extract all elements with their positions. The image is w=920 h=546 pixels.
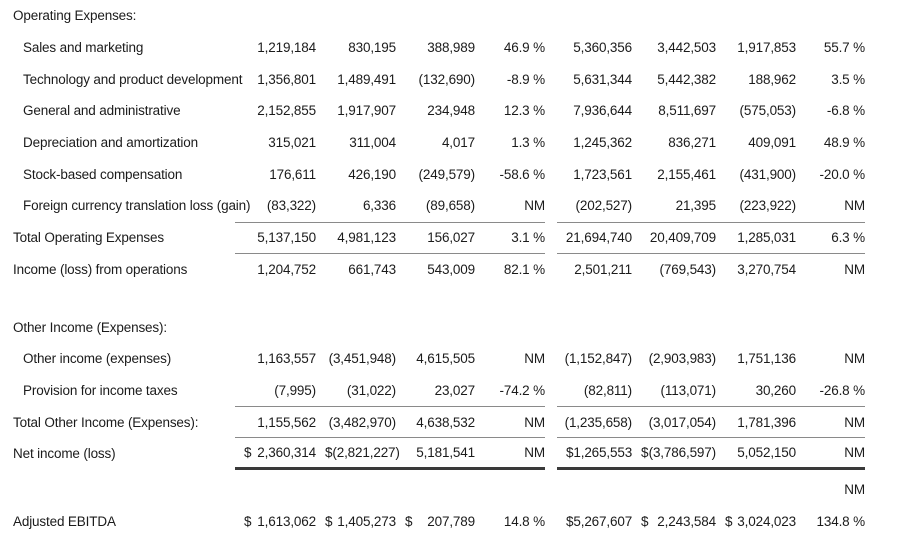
row-income-loss-from-operations	[13, 254, 920, 286]
percent-cell: NM	[844, 414, 865, 430]
row-label: Other income (expenses)	[23, 351, 172, 367]
amount-cell: 5,360,356	[573, 40, 632, 56]
row-depreciation-and-amortization	[13, 127, 920, 159]
amount-cell: (89,658)	[425, 198, 475, 214]
amount-cell: 23,027	[434, 382, 475, 398]
amount-cell: 388,989	[427, 40, 475, 56]
amount-cell: 188,962	[748, 71, 796, 87]
amount-cell: 4,638,532	[416, 414, 475, 430]
percent-cell: NM	[844, 261, 865, 277]
amount-value: (3,786,597)	[648, 444, 716, 460]
amount-cell: 5,181,541	[416, 444, 475, 460]
row-label: Foreign currency translation loss (gain)	[23, 198, 251, 214]
amount-cell: 1,163,557	[257, 351, 316, 367]
amount-cell: 1,723,561	[573, 166, 632, 182]
percent-cell: NM	[524, 414, 545, 430]
amount-cell: (431,900)	[739, 166, 796, 182]
percent-cell: 3.1 %	[511, 230, 545, 246]
percent-cell: NM	[524, 198, 545, 214]
dollar-sign: $	[725, 513, 733, 529]
dollar-sign: $	[244, 444, 252, 460]
percent-cell: 3.5 %	[831, 71, 865, 87]
row-technology-and-product-development	[13, 63, 920, 95]
column-group-left	[235, 32, 545, 64]
dollar-sign: $	[566, 513, 574, 529]
row-label: Net income (loss)	[13, 446, 116, 462]
amount-cell: 156,027	[427, 230, 475, 246]
percent-cell: 14.8 %	[503, 513, 545, 529]
percent-cell: -26.8 %	[819, 382, 865, 398]
amount-cell: 315,021	[268, 135, 316, 151]
amount-cell: 4,981,123	[337, 230, 396, 246]
percent-cell: -8.9 %	[506, 71, 545, 87]
row-stock-based-compensation	[13, 158, 920, 190]
row-label: General and administrative	[23, 103, 181, 119]
amount-value: 3,024,023	[737, 513, 796, 529]
amount-cell: 1,781,396	[737, 414, 796, 430]
row-label: Technology and product development	[23, 71, 243, 87]
amount-cell	[316, 514, 396, 529]
row-total-operating-expenses	[13, 222, 920, 254]
percent-cell: NM	[844, 198, 865, 214]
amount-value: 2,243,584	[657, 513, 716, 529]
amount-cell: 234,948	[427, 103, 475, 119]
amount-cell: 3,442,503	[657, 40, 716, 56]
row-label: Stock-based compensation	[23, 166, 183, 182]
dollar-sign: $	[641, 444, 649, 460]
percent-cell: -74.2 %	[499, 382, 545, 398]
percent-cell: 6.3 %	[831, 230, 865, 246]
amount-cell: 836,271	[668, 135, 716, 151]
percent-cell: -58.6 %	[499, 166, 545, 182]
amount-cell: 21,395	[675, 198, 716, 214]
percent-cell: 48.9 %	[823, 135, 865, 151]
amount-cell	[716, 514, 796, 529]
column-group-right	[557, 63, 865, 95]
amount-cell: (31,022)	[346, 382, 396, 398]
percent-cell: -6.8 %	[826, 103, 865, 119]
amount-cell: (575,053)	[739, 103, 796, 119]
row-operating-expenses	[13, 0, 920, 32]
amount-cell: 20,409,709	[649, 230, 716, 246]
dollar-sign: $	[641, 513, 649, 529]
amount-cell: (7,995)	[274, 382, 316, 398]
row-general-and-administrative	[13, 95, 920, 127]
column-group-right	[557, 343, 865, 375]
amount-cell: 5,052,150	[737, 444, 796, 460]
row-sales-and-marketing	[13, 32, 920, 64]
amount-cell: 21,694,740	[565, 230, 632, 246]
amount-cell: 7,936,644	[573, 103, 632, 119]
amount-cell: 4,017	[441, 135, 475, 151]
percent-cell: 46.9 %	[503, 40, 545, 56]
row-label: Total Other Income (Expenses):	[13, 414, 199, 430]
row-label: Operating Expenses:	[13, 8, 137, 24]
row-other-income-expenses	[13, 343, 920, 375]
amount-cell: 5,631,344	[573, 71, 632, 87]
column-group-right	[557, 158, 865, 190]
amount-cell: (202,527)	[575, 198, 632, 214]
percent-cell: -20.0 %	[819, 166, 865, 182]
amount-cell	[632, 514, 716, 529]
row-label: Sales and marketing	[23, 40, 144, 56]
dollar-sign: $	[244, 513, 252, 529]
amount-cell: (223,922)	[739, 198, 796, 214]
amount-cell: 1,917,853	[737, 40, 796, 56]
amount-cell	[396, 514, 475, 529]
amount-cell	[632, 445, 716, 460]
percent-cell: NM	[524, 351, 545, 367]
column-group-left	[235, 222, 545, 254]
column-group-left	[235, 343, 545, 375]
amount-cell: (3,482,970)	[328, 414, 396, 430]
column-group-right	[557, 375, 865, 407]
percent-cell: 12.3 %	[503, 103, 545, 119]
amount-cell: 1,285,031	[737, 230, 796, 246]
amount-value: 207,789	[427, 513, 475, 529]
row-label	[13, 474, 235, 506]
amount-value: 1,613,062	[257, 513, 316, 529]
amount-cell: 543,009	[427, 261, 475, 277]
row-label: Other Income (Expenses):	[13, 319, 167, 335]
amount-cell: 1,489,491	[337, 71, 396, 87]
row-provision-for-income-taxes	[13, 375, 920, 407]
amount-cell: 5,442,382	[657, 71, 716, 87]
amount-cell: 30,260	[755, 382, 796, 398]
amount-cell: 311,004	[349, 135, 396, 151]
column-group-left	[235, 190, 545, 222]
amount-cell: (82,811)	[583, 382, 632, 398]
column-group-right	[557, 254, 865, 286]
amount-cell: (2,903,983)	[648, 351, 716, 367]
dollar-sign: $	[325, 513, 333, 529]
column-group-right	[557, 190, 865, 222]
row-net-income-loss	[13, 438, 920, 470]
amount-cell: 4,615,505	[416, 351, 475, 367]
percent-cell: 1.3 %	[511, 135, 545, 151]
amount-cell: (132,690)	[418, 71, 475, 87]
amount-cell: 2,152,855	[257, 103, 316, 119]
amount-cell: 176,611	[269, 166, 316, 182]
amount-cell: (3,451,948)	[328, 351, 396, 367]
row-label: Total Operating Expenses	[13, 230, 164, 246]
amount-value: 2,360,314	[257, 444, 316, 460]
amount-cell: (249,579)	[418, 166, 475, 182]
percent-cell: NM	[844, 351, 865, 367]
amount-cell: 661,743	[348, 261, 396, 277]
amount-cell: 830,195	[348, 40, 396, 56]
amount-cell: 2,501,211	[574, 261, 632, 277]
amount-cell: 1,155,562	[257, 414, 316, 430]
dollar-sign: $	[566, 444, 574, 460]
amount-value: (2,821,227)	[332, 444, 400, 460]
row-total-other-income-expenses	[13, 406, 920, 438]
row-other-income-expenses	[13, 311, 920, 343]
column-group-right	[557, 505, 865, 537]
percent-cell: 82.1 %	[503, 261, 545, 277]
column-group-right	[557, 222, 865, 254]
column-group-left	[235, 474, 545, 506]
amount-cell: (113,071)	[660, 382, 716, 398]
amount-cell	[557, 445, 632, 460]
amount-cell: 8,511,697	[658, 103, 716, 119]
row-adjusted-ebitda	[13, 505, 920, 537]
percent-cell: NM	[524, 444, 545, 460]
column-group-right	[557, 127, 865, 159]
amount-value: 1,265,553	[573, 444, 633, 460]
dollar-sign: $	[405, 513, 413, 529]
amount-cell: (1,235,658)	[564, 414, 632, 430]
percent-cell: 134.8 %	[816, 513, 865, 529]
amount-cell	[235, 514, 316, 529]
column-group-left	[235, 158, 545, 190]
row-foreign-currency-translation-loss-gain	[13, 190, 920, 222]
column-group-left	[235, 505, 545, 537]
column-group-left	[235, 95, 545, 127]
amount-cell: 2,155,461	[657, 166, 716, 182]
amount-cell: (1,152,847)	[564, 351, 632, 367]
column-group-left	[235, 63, 545, 95]
amount-cell: 1,356,801	[257, 71, 316, 87]
column-group-right	[557, 438, 865, 470]
amount-cell: 1,917,907	[337, 103, 396, 119]
percent-cell: NM	[844, 444, 865, 460]
amount-value: 1,405,273	[337, 513, 396, 529]
row-blank-row	[13, 474, 920, 506]
column-group-right	[557, 32, 865, 64]
percent-cell: 55.7 %	[823, 40, 865, 56]
amount-value: 5,267,607	[573, 513, 633, 529]
row-label: Adjusted EBITDA	[13, 513, 116, 529]
amount-cell: 426,190	[348, 166, 396, 182]
row-label: Depreciation and amortization	[23, 135, 198, 151]
amount-cell: 5,137,150	[257, 230, 316, 246]
column-group-right	[557, 474, 865, 506]
amount-cell: 1,204,752	[257, 261, 316, 277]
amount-cell	[235, 445, 316, 460]
amount-cell	[316, 444, 400, 460]
amount-cell: 3,270,754	[737, 261, 796, 277]
amount-cell: 409,091	[748, 135, 796, 151]
amount-cell: (3,017,054)	[648, 414, 716, 430]
column-group-left	[235, 254, 545, 286]
amount-cell: (83,322)	[266, 198, 316, 214]
amount-cell: (769,543)	[659, 261, 716, 277]
amount-cell	[557, 514, 632, 529]
amount-cell: 1,245,362	[573, 135, 632, 151]
percent-cell: NM	[844, 481, 865, 497]
row-label: Provision for income taxes	[23, 382, 178, 398]
column-group-left	[235, 406, 545, 438]
dollar-sign: $	[325, 444, 333, 460]
amount-cell: 1,219,184	[257, 40, 316, 56]
column-group-left	[235, 127, 545, 159]
amount-cell: 6,336	[362, 198, 396, 214]
column-group-left	[235, 438, 545, 470]
column-group-right	[557, 95, 865, 127]
row-label: Income (loss) from operations	[13, 261, 188, 277]
column-group-right	[557, 406, 865, 438]
column-group-left	[235, 375, 545, 407]
amount-cell: 1,751,136	[737, 351, 796, 367]
